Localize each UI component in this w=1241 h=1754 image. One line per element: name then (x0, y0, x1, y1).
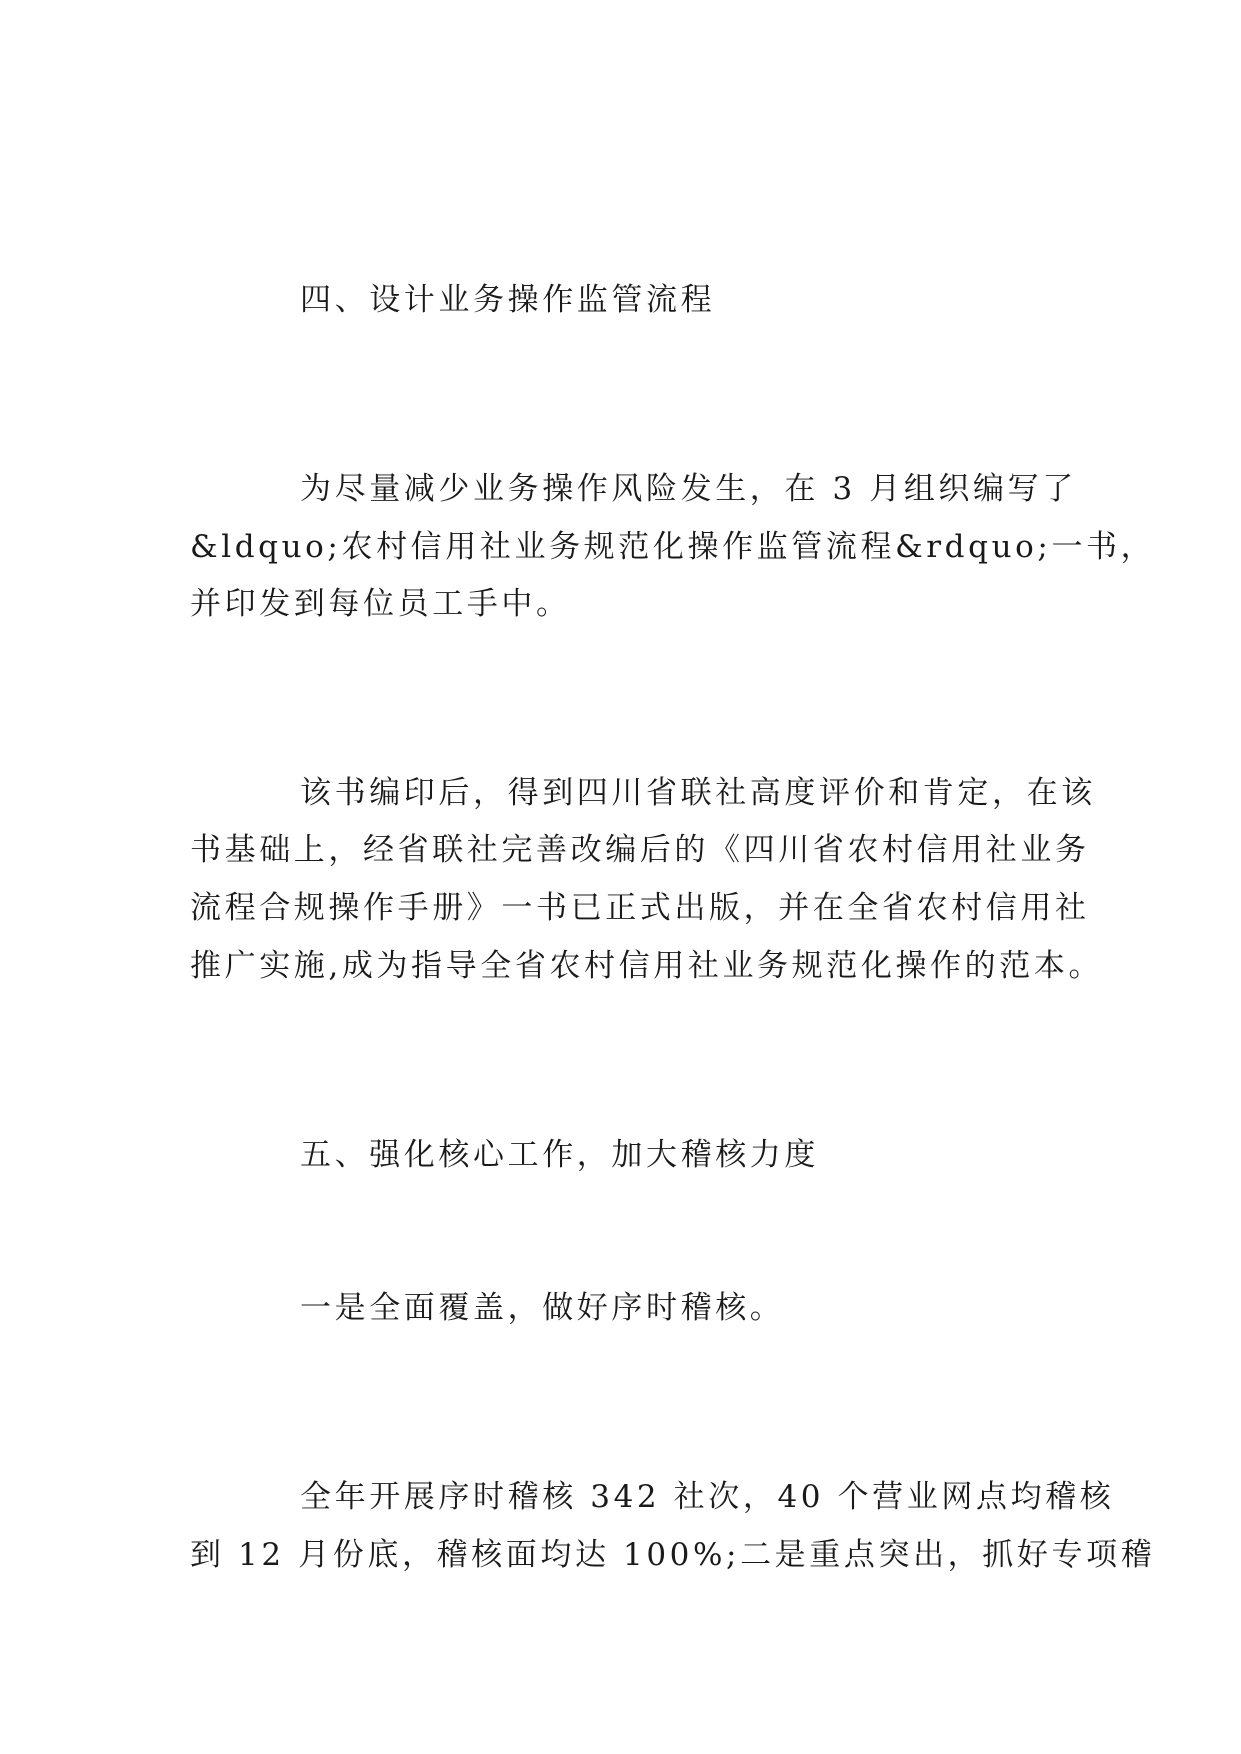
paragraph-line: 为尽量减少业务操作风险发生，在 3 月组织编写了 (300, 471, 1077, 507)
paragraph-line: 全年开展序时稽核 342 社次，40 个营业网点均稽核 (300, 1479, 1115, 1515)
paragraph-line: 并印发到每位员工手中。 (190, 586, 571, 622)
paragraph-line: 到 12 月份底，稽核面均达 100%;二是重点突出，抓好专项稽 (190, 1537, 1156, 1573)
paragraph-line: 该书编印后，得到四川省联社高度评价和肯定，在该 (300, 775, 1096, 811)
paragraph-line: 书基础上，经省联社完善改编后的《四川省农村信用社业务 (190, 832, 1090, 868)
section-heading-5: 五、强化核心工作，加大稽核力度 (300, 1137, 819, 1173)
paragraph-full-coverage: 一是全面覆盖，做好序时稽核。 (300, 1290, 785, 1326)
paragraph-line: &ldquo;农村信用社业务规范化操作监管流程&rdquo;一书， (190, 529, 1156, 565)
paragraph-line: 流程合规操作手册》一书已正式出版，并在全省农村信用社 (190, 890, 1090, 926)
section-heading-4: 四、设计业务操作监管流程 (300, 282, 716, 318)
paragraph-line: 推广实施,成为指导全省农村信用社业务规范化操作的范本。 (190, 948, 1104, 984)
